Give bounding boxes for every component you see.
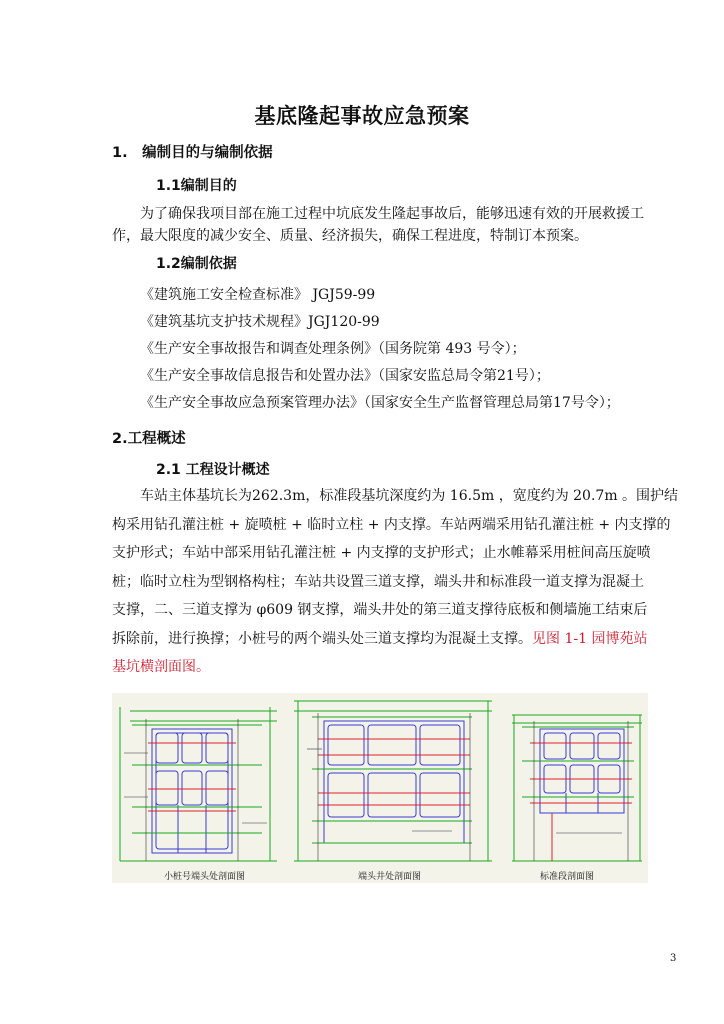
- section-2-1-heading: 2.1 工程设计概述: [156, 462, 270, 478]
- section-drawings-figure: [112, 693, 648, 883]
- purpose-line-2: 作，最大限度的减少安全、质量、经济损失，确保工程进度，特制订本预案。: [112, 228, 588, 244]
- caption-end-well: 端头井处剖面图: [358, 872, 422, 882]
- reference-item: 《建筑施工安全检查标准》 JGJ59-99: [140, 287, 376, 303]
- drawing-small-chainage-end: [120, 707, 277, 861]
- overview-line: 支撑，二、三道支撑为 φ609 钢支撑，端头井处的第三道支撑待底板和侧墙施工结束后: [112, 602, 648, 618]
- caption-small-chainage-end: 小桩号端头处剖面图: [164, 872, 246, 882]
- purpose-line-1: 为了确保我项目部在施工过程中坑底发生隆起事故后，能够迅速有效的开展救援工: [140, 206, 644, 222]
- reference-item: 《生产安全事故信息报告和处置办法》（国家安监总局令第21号）；: [140, 368, 550, 384]
- page-title: 基底隆起事故应急预案: [254, 104, 470, 128]
- design-overview-paragraph: [112, 485, 679, 685]
- overview-line: 拆除前，进行换撑；小桩号的两个端头处三道支撑均为混凝土支撑。: [112, 630, 532, 647]
- overview-line: 构采用钻孔灌注桩 + 旋喷桩 + 临时立柱 + 内支撑。车站两端采用钻孔灌注桩 + 内支撑的: [112, 516, 671, 533]
- section-2-heading: 2.工程概述: [112, 431, 186, 447]
- cad-section-drawings: [112, 693, 648, 883]
- figure-reference-link-continued: 基坑横剖面图。: [112, 659, 210, 675]
- section-1-2-heading: 1.2编制依据: [156, 256, 237, 272]
- drawing-end-well: [294, 701, 492, 861]
- reference-item: 《生产安全事故报告和调查处理条例》（国务院第 493 号令）；: [140, 341, 526, 357]
- overview-line: 支护形式；车站中部采用钻孔灌注桩 + 内支撑的支护形式；止水帷幕采用桩间高压旋喷: [112, 545, 651, 561]
- reference-item: 《建筑基坑支护技术规程》JGJ120-99: [140, 314, 380, 330]
- page-number: 3: [670, 953, 677, 964]
- section-1-heading: 1. 编制目的与编制依据: [112, 145, 273, 161]
- section-1-1-heading: 1.1编制目的: [156, 178, 237, 194]
- figure-reference-link: 见图 1-1 园博苑站: [532, 630, 648, 647]
- overview-line-with-reference: [112, 628, 666, 657]
- reference-item: 《生产安全事故应急预案管理办法》（国家安全生产监督管理总局第17号令）；: [140, 395, 620, 411]
- drawing-standard-section: [512, 715, 642, 861]
- caption-standard-section: 标准段剖面图: [540, 872, 595, 882]
- overview-line: 车站主体基坑长为262.3m，标准段基坑深度约为 16.5m ，宽度约为 20.7m 。围护结: [140, 488, 679, 504]
- overview-line: 桩；临时立柱为型钢格构柱；车站共设置三道支撑，端头井和标准段一道支撑为混凝土: [112, 573, 644, 590]
